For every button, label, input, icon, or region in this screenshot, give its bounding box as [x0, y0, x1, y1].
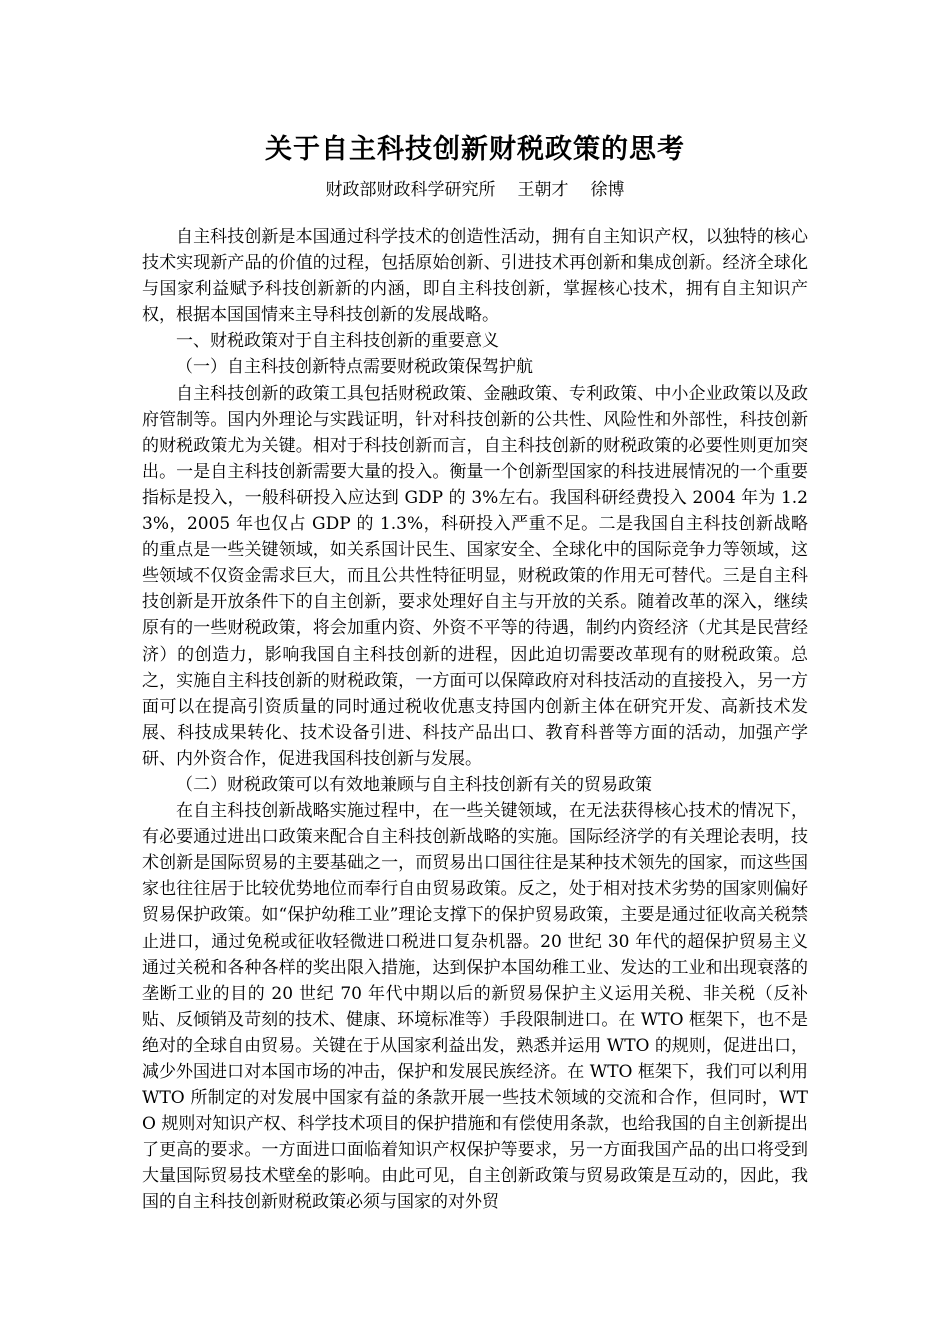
author-institution: 财政部财政科学研究所	[325, 180, 496, 200]
paragraph: 自主科技创新的政策工具包括财税政策、金融政策、专利政策、中小企业政策以及政府管制等。国内外理论与实践证明，针对科技创新的公共性、风险性和外部性，科技创新的财税政策尤为关键。相对于科技创新而言，自主科技创新的财税政策的必要性则更加突出。一是自主科技创新需要大量的投入。衡量一个创新型国家的科技进展情况的一个重要指标是投入，一般科研投入应达到 GDP 的 3%左右。我国科研经费投入 2004 年为 1.23%，2005 年也仅占 GDP 的 1.3%，科研投入严重不足。二是我国自主科技创新战略的重点是一些关键领域，如关系国计民生、国家安全、全球化中的国际竞争力等领域，这些领域不仅资金需求巨大，而且公共性特征明显，财税政策的作用无可替代。三是自主科技创新是开放条件下的自主创新，要求处理好自主与开放的关系。随着改革的深入，继续原有的一些财税政策，将会加重内资、外资不平等的待遇，制约内资经济（尤其是民营经济）的创造力，影响我国自主科技创新的进程，因此迫切需要改革现有的财税政策。总之，实施自主科技创新的财税政策，一方面可以保障政府对科技活动的直接投入，另一方面可以在提高引资质量的同时通过税收优惠支持国内创新主体在研究开发、高新技术发展、科技成果转化、技术设备引进、科技产品出口、教育科普等方面的活动，加强产学研、内外资合作，促进我国科技创新与发展。	[142, 383, 808, 769]
paragraph-intro: 自主科技创新是本国通过科学技术的创造性活动，拥有自主知识产权，以独特的核心技术实现新产品的价值的过程，包括原始创新、引进技术再创新和集成创新。经济全球化与国家利益赋予科技创新新的内涵，即自主科技创新，掌握核心技术，拥有自主知识产权，根据本国国情来主导科技创新的发展战略。	[142, 227, 808, 326]
byline	[0, 178, 950, 202]
document-title: 关于自主科技创新财税政策的思考	[265, 134, 685, 165]
author-name: 徐博	[590, 180, 625, 200]
author-name: 王朝才	[517, 180, 569, 200]
subsection-heading: （一）自主科技创新特点需要财税政策保驾护航	[176, 357, 533, 378]
document-body	[142, 224, 808, 1216]
paragraph: 在自主科技创新战略实施过程中，在一些关键领域，在无法获得核心技术的情况下，有必要通过进出口政策来配合自主科技创新战略的实施。国际经济学的有关理论表明，技术创新是国际贸易的主要基础之一，而贸易出口国往往是某种技术领先的国家，而这些国家也往往居于比较优势地位而奉行自由贸易政策。反之，处于相对技术劣势的国家则偏好贸易保护政策。如“保护幼稚工业”理论支撑下的保护贸易政策，主要是通过征收高关税禁止进口，通过免税或征收轻微进口税进口复杂机器。20 世纪 30 年代的超保护贸易主义通过关税和各种各样的奖出限入措施，达到保护本国幼稚工业、发达的工业和出现衰落的垄断工业的目的 20 世纪 70 年代中期以后的新贸易保护主义运用关税、非关税（反补贴、反倾销及苛刻的技术、健康、环境标准等）手段限制进口。在 WTO 框架下，也不是绝对的全球自由贸易。关键在于从国家利益出发，熟悉并运用 WTO 的规则，促进出口，减少外国进口对本国市场的冲击，保护和发展民族经济。在 WTO 框架下，我们可以利用 WTO 所制定的对发展中国家有益的条款开展一些技术领域的交流和合作，但同时，WTO 规则对知识产权、科学技术项目的保护措施和有偿使用条款，也给我国的自主创新提出了更高的要求。一方面进口面临着知识产权保护等要求，另一方面我国产品的出口将受到大量国际贸易技术壁垒的影响。由此可见，自主创新政策与贸易政策是互动的，因此，我国的自主科技创新财税政策必须与国家的对外贸	[142, 801, 808, 1213]
subsection-heading: （二）财税政策可以有效地兼顾与自主科技创新有关的贸易政策	[176, 774, 652, 795]
section-heading: 一、财税政策对于自主科技创新的重要意义	[176, 331, 499, 352]
